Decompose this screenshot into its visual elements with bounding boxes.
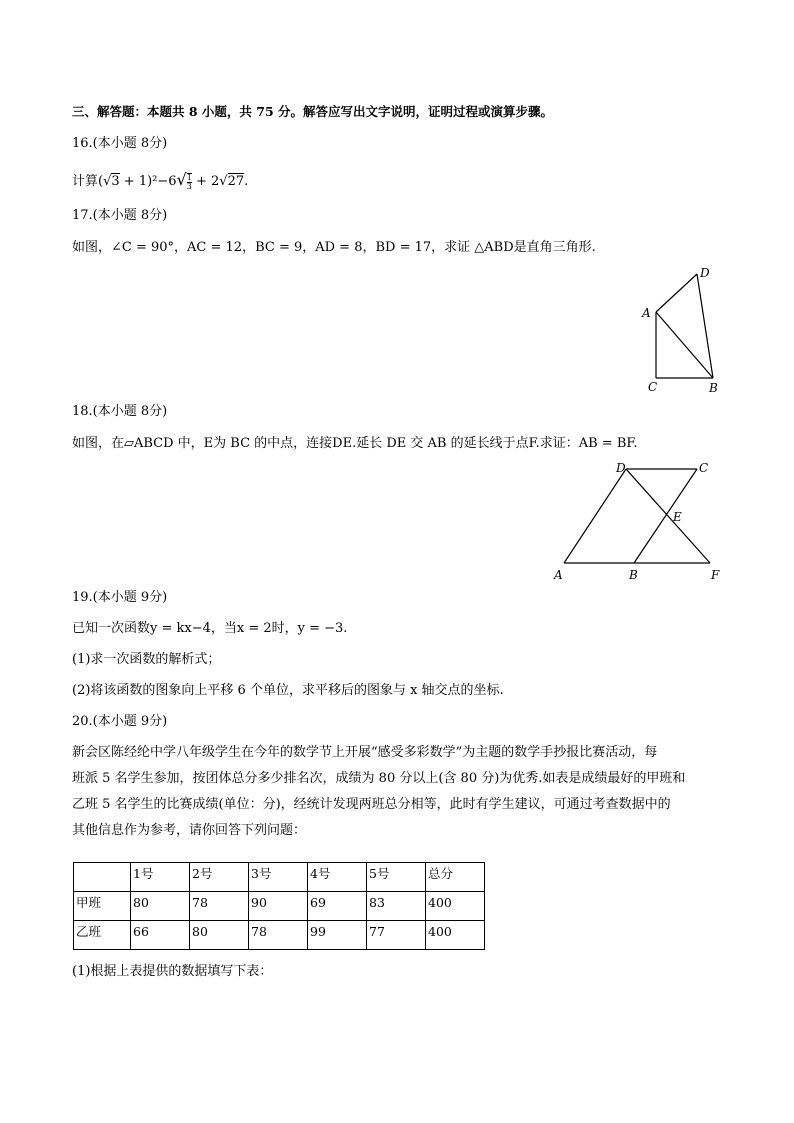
section-header: 三、解答题：本题共 8 小题，共 75 分。解答应写出文字说明，证明过程或演算步骤。 xyxy=(72,104,554,119)
q18-title: 18.(本小题 8分) xyxy=(72,404,168,419)
q16-sqrt-symbol-2: √ xyxy=(176,170,187,189)
q16-sqrt-symbol: √ xyxy=(103,174,112,189)
table-cell: 83 xyxy=(367,892,426,921)
table-header-row xyxy=(74,863,485,892)
table-cell: 400 xyxy=(426,921,485,950)
table-row xyxy=(74,921,485,950)
q17-text: 如图，∠C = 90°，AC = 12，BC = 9，AD = 8，BD = 17，求证 △ABD是直角三角形. xyxy=(72,240,596,255)
q16-end: . xyxy=(244,174,249,189)
q19-part1: (1)求一次函数的解析式； xyxy=(72,652,221,667)
table-cell: 78 xyxy=(190,892,249,921)
table-row xyxy=(74,892,485,921)
q17-triangle-lines xyxy=(656,274,713,378)
q16-title: 16.(本小题 8分) xyxy=(72,136,168,151)
q17-label-D: D xyxy=(700,266,710,280)
q16-plus: + 2 xyxy=(191,174,220,189)
q19-part2: (2)将该函数的图象向上平移 6 个单位，求平移后的图象与 x 轴交点的坐标. xyxy=(72,683,504,698)
q16-frac-den: 3 xyxy=(186,181,192,191)
table-header-cell xyxy=(74,863,131,892)
table-header-cell: 4号 xyxy=(308,863,367,892)
q20-line-3: 乙班 5 名学生的比赛成绩(单位：分)，经统计发现两班总分相等，此时有学生建议，可通过考查数据中的 xyxy=(72,797,671,812)
table-cell: 78 xyxy=(249,921,308,950)
table-cell: 99 xyxy=(308,921,367,950)
q16-expression xyxy=(72,170,248,192)
q19-title: 19.(本小题 9分) xyxy=(72,590,168,605)
q17-label-B: B xyxy=(709,381,718,395)
table-header-cell: 1号 xyxy=(131,863,190,892)
q19-text: 已知一次函数y = kx−4，当x = 2时，y = −3. xyxy=(72,621,348,636)
table-cell: 69 xyxy=(308,892,367,921)
q16-prefix: 计算( xyxy=(72,174,104,189)
q18-parallelogram-lines xyxy=(564,469,710,563)
table-cell: 80 xyxy=(131,892,190,921)
q18-label-F: F xyxy=(711,568,720,582)
q20-part1: (1)根据上表提供的数据填写下表： xyxy=(72,964,273,979)
table-header-cell: 3号 xyxy=(249,863,308,892)
q18-label-A: A xyxy=(554,568,563,582)
q20-line-1: 新会区陈经纶中学八年级学生在今年的数学节上开展“感受多彩数学”为主题的数学手抄报比赛活动，每 xyxy=(72,745,658,760)
q20-scores-table xyxy=(73,862,485,950)
q16-sqrt27: 27 xyxy=(227,174,245,189)
q17-label-A: A xyxy=(642,306,651,320)
q16-sqrt3: 3 xyxy=(111,174,120,189)
table-header-cell: 总分 xyxy=(426,863,485,892)
q18-label-B: B xyxy=(629,568,638,582)
table-cell: 80 xyxy=(190,921,249,950)
q16-frac-num: 1 xyxy=(186,172,192,182)
table-cell: 400 xyxy=(426,892,485,921)
q16-middle: + 1)²−6 xyxy=(119,174,177,189)
table-header-cell: 2号 xyxy=(190,863,249,892)
q18-label-D: D xyxy=(616,461,626,475)
table-cell: 甲班 xyxy=(74,892,131,921)
q20-line-2: 班派 5 名学生参加，按团体总分多少排名次，成绩为 80 分以上(含 80 分)为优秀.如表是成绩最好的甲班和 xyxy=(72,771,686,786)
q20-paragraph xyxy=(72,740,722,844)
q18-label-C: C xyxy=(699,461,709,475)
q16-sqrt-symbol-3: √ xyxy=(219,174,228,189)
table-cell: 乙班 xyxy=(74,921,131,950)
q17-label-C: C xyxy=(648,380,658,394)
q20-line-4: 其他信息作为参考，请你回答下列问题： xyxy=(72,823,307,838)
q18-text: 如图，在▱ABCD 中，E为 BC 的中点，连接DE.延长 DE 交 AB 的延长线于点F.求证：AB = BF. xyxy=(72,436,638,451)
q17-title: 17.(本小题 8分) xyxy=(72,208,168,223)
table-cell: 77 xyxy=(367,921,426,950)
table-cell: 66 xyxy=(131,921,190,950)
table-cell: 90 xyxy=(249,892,308,921)
q20-title: 20.(本小题 9分) xyxy=(72,714,168,729)
table-header-cell: 5号 xyxy=(367,863,426,892)
q18-label-E: E xyxy=(673,510,682,524)
